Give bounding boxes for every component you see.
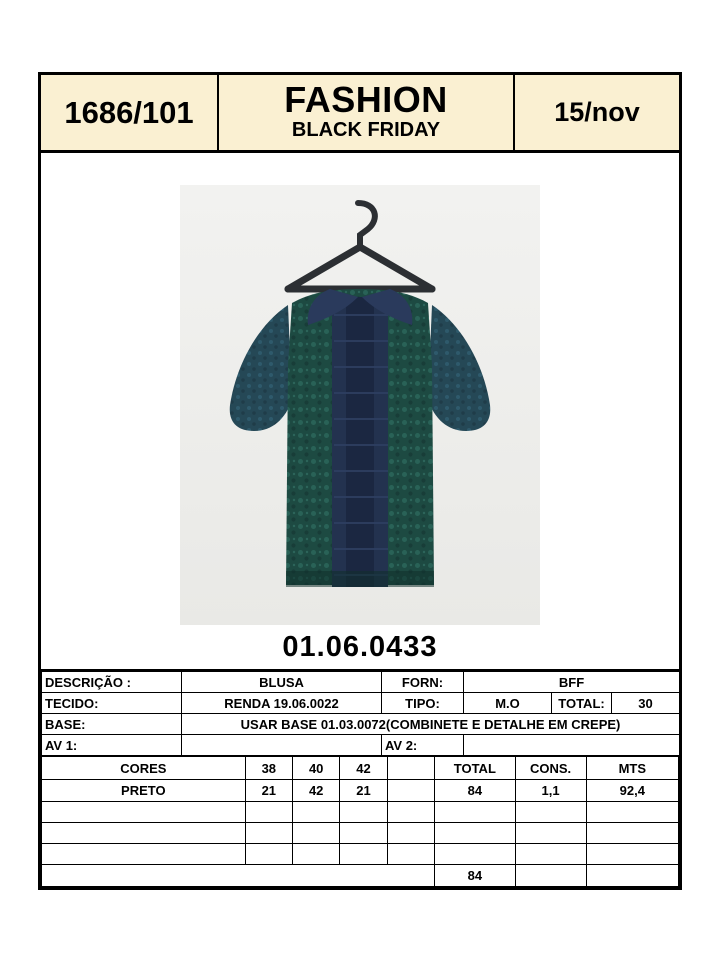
- blouse-illustration: [180, 185, 540, 625]
- size-table-footer-row: [42, 865, 679, 887]
- row-qty-40: [293, 844, 340, 865]
- footer-mts-blank: [586, 865, 678, 887]
- row-qty-40: [293, 802, 340, 823]
- header-size-40: 40: [293, 757, 340, 780]
- row-color: [42, 823, 246, 844]
- row-qty-38: [245, 844, 292, 865]
- sheet-header: [41, 75, 679, 153]
- table-row: [42, 780, 679, 802]
- tipo-label: TIPO:: [382, 693, 464, 714]
- header-size-42: 42: [340, 757, 387, 780]
- size-quantity-table: [41, 756, 679, 887]
- row-qty-38: [245, 802, 292, 823]
- row-qty-40: 42: [293, 780, 340, 802]
- base-label: BASE:: [42, 714, 182, 735]
- row-color: [42, 802, 246, 823]
- row-qty-38: 21: [245, 780, 292, 802]
- tecido-value: RENDA 19.06.0022: [182, 693, 382, 714]
- style-code-cell: [41, 75, 219, 150]
- forn-value: BFF: [464, 672, 680, 693]
- row-cons: [515, 823, 586, 844]
- footer-total: 84: [435, 865, 516, 887]
- row-mts: [586, 802, 678, 823]
- row-mts: [586, 823, 678, 844]
- campaign-subtitle: BLACK FRIDAY: [291, 119, 441, 141]
- row-color: PRETO: [42, 780, 246, 802]
- row-color: [42, 844, 246, 865]
- row-mts: 92,4: [586, 780, 678, 802]
- tecido-label: TECIDO:: [42, 693, 182, 714]
- descricao-value: BLUSA: [182, 672, 382, 693]
- row-total: [435, 844, 516, 865]
- reference-code: 01.06.0433: [282, 631, 438, 663]
- forn-label: FORN:: [382, 672, 464, 693]
- row-cons: [515, 844, 586, 865]
- av2-label: AV 2:: [382, 735, 464, 756]
- product-tech-sheet: [38, 72, 682, 890]
- table-row: [42, 844, 679, 865]
- row-qty-42: [340, 823, 387, 844]
- tipo-value: M.O: [464, 693, 552, 714]
- row-mts: [586, 844, 678, 865]
- row-qty-blank: [387, 844, 434, 865]
- header-cons: CONS.: [515, 757, 586, 780]
- row-qty-blank: [387, 802, 434, 823]
- header-total: TOTAL: [435, 757, 516, 780]
- info-row-descricao: [42, 672, 680, 693]
- info-row-av: [42, 735, 680, 756]
- row-cons: [515, 802, 586, 823]
- row-qty-42: [340, 844, 387, 865]
- av2-value: [464, 735, 680, 756]
- style-code: 1686/101: [64, 94, 194, 130]
- info-row-tecido: [42, 693, 680, 714]
- av1-value: [182, 735, 382, 756]
- row-total: [435, 823, 516, 844]
- table-row: [42, 823, 679, 844]
- info-row-base: [42, 714, 680, 735]
- row-qty-42: [340, 802, 387, 823]
- info-table: [41, 671, 680, 756]
- base-value: USAR BASE 01.03.0072(COMBINETE E DETALHE EM CREPE): [182, 714, 680, 735]
- brand-title: FASHION: [284, 79, 448, 120]
- row-total: 84: [435, 780, 516, 802]
- descricao-label: DESCRIÇÃO :: [42, 672, 182, 693]
- total-label: TOTAL:: [552, 693, 612, 714]
- header-size-38: 38: [245, 757, 292, 780]
- header-size-blank: [387, 757, 434, 780]
- date-label: 15/nov: [554, 97, 640, 127]
- row-total: [435, 802, 516, 823]
- header-mts: MTS: [586, 757, 678, 780]
- row-qty-38: [245, 823, 292, 844]
- row-cons: 1,1: [515, 780, 586, 802]
- total-value: 30: [612, 693, 680, 714]
- header-cores: CORES: [42, 757, 246, 780]
- footer-label: [42, 865, 435, 887]
- date-cell: [515, 75, 679, 150]
- size-table-header-row: [42, 757, 679, 780]
- brand-cell: [219, 75, 515, 150]
- row-qty-blank: [387, 780, 434, 802]
- row-qty-40: [293, 823, 340, 844]
- table-row: [42, 802, 679, 823]
- footer-cons-blank: [515, 865, 586, 887]
- av1-label: AV 1:: [42, 735, 182, 756]
- row-qty-blank: [387, 823, 434, 844]
- garment-photo-area: [41, 153, 679, 671]
- green-lace-blouse-photo: [180, 185, 540, 625]
- row-qty-42: 21: [340, 780, 387, 802]
